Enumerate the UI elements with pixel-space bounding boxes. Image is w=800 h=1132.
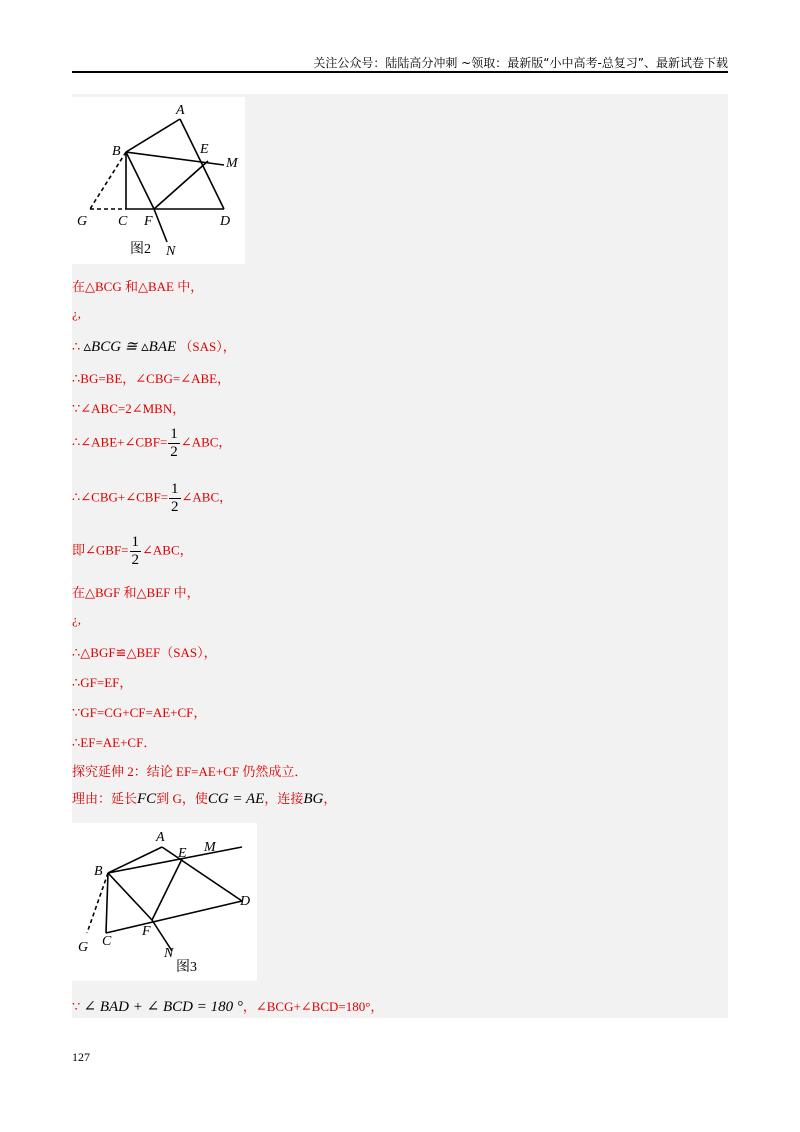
fig3-label-a: A	[156, 830, 165, 845]
because-symbol: ∵	[72, 999, 81, 1014]
fig3-label-b: B	[94, 864, 103, 879]
fig3-segment-bc	[106, 873, 108, 933]
text-line-3	[72, 336, 236, 356]
line-16-text-c: ，连接	[264, 791, 304, 806]
fig3-label-d: D	[240, 894, 251, 909]
page-number: 127	[72, 1050, 90, 1064]
fig2-label-e: E	[200, 142, 209, 157]
fig3-segment-fe	[152, 859, 182, 920]
fig3-caption: 图3	[176, 960, 197, 975]
fig2-label-a: A	[176, 103, 185, 118]
fig2-ray-bm	[126, 152, 224, 165]
fig2-label-d: D	[220, 214, 231, 229]
fig3-segment-cd	[106, 901, 242, 933]
line-7-text: ∴∠CBG+∠CBF=	[72, 489, 169, 505]
text-line-6	[72, 426, 231, 461]
figure-2	[72, 97, 245, 264]
line-16-text-b: 到 G，使	[156, 791, 208, 806]
text-line-16	[72, 788, 336, 808]
text-line-14: ∴EF=AE+CF．	[72, 735, 157, 750]
fig2-segment-ba	[126, 119, 180, 152]
line-17-tail: ，∠BCG+∠BCD=180°，	[242, 999, 384, 1014]
line-6-tail: ∠ABC，	[180, 434, 232, 450]
figure-2-diagram	[72, 97, 245, 264]
fig2-caption: 图2	[130, 242, 151, 257]
text-line-2: ¿,	[72, 306, 82, 321]
fig2-label-b: B	[112, 144, 121, 159]
line-8-tail: ∠ABC，	[142, 542, 193, 558]
text-line-4: ∴BG=BE，∠CBG=∠ABE，	[72, 371, 231, 386]
fig2-label-g: G	[77, 214, 88, 229]
text-line-1: 在△BCG 和△BAE 中，	[72, 279, 204, 294]
fig2-segment-fe	[154, 161, 208, 209]
text-line-8	[72, 534, 193, 569]
fig2-segment-bf	[126, 152, 154, 209]
text-line-15: 探究延伸 2：结论 EF=AE+CF 仍然成立．	[72, 764, 308, 779]
text-line-9: 在△BGF 和△BEF 中，	[72, 585, 200, 600]
line-8-text: 即∠GBF=	[72, 542, 129, 558]
fig3-segment-bg	[87, 873, 108, 933]
fig3-segment-ba	[108, 847, 162, 873]
fraction-one-half: $\frac{1}{2}$	[170, 426, 178, 460]
page-content	[72, 94, 728, 1018]
angle-sum-math: ∠ BAD + ∠ BCD = 180 °	[83, 999, 243, 1015]
fig2-label-c: C	[118, 214, 128, 229]
fraction-one-half: $\frac{1}{2}$	[171, 481, 179, 515]
fig2-segment-bg	[90, 152, 126, 209]
line-6-text: ∴∠ABE+∠CBF=	[72, 434, 168, 450]
fig3-ray-bm	[108, 847, 242, 873]
text-line-11: ∴△BGF≌△BEF（SAS），	[72, 645, 217, 660]
fig2-label-f: F	[144, 214, 153, 229]
fig3-label-m: M	[204, 840, 216, 855]
fig3-label-n: N	[164, 946, 174, 961]
text-line-17	[72, 996, 383, 1016]
fig3-label-g: G	[78, 940, 89, 955]
sas-note: （SAS），	[179, 339, 236, 354]
line-16-text-d: ，	[323, 791, 337, 806]
header-rule	[72, 71, 728, 73]
fig2-ray-fn	[154, 209, 167, 242]
text-line-12: ∴GF=EF，	[72, 675, 133, 690]
text-line-10: ¿,	[72, 612, 82, 627]
congruence-math: ▵BCG ≅ ▵BAE	[83, 339, 177, 355]
fig2-label-m: M	[226, 156, 238, 171]
math-cg-eq-ae: CG = AE	[207, 791, 265, 807]
fig3-label-e: E	[178, 846, 187, 861]
fig3-label-c: C	[102, 934, 112, 949]
line-16-text-a: 理由：延长	[72, 791, 138, 806]
math-fc: FC	[137, 791, 157, 807]
therefore-symbol: ∴	[72, 339, 81, 354]
fig3-label-f: F	[142, 924, 151, 939]
figure-3	[72, 823, 257, 981]
math-bg: BG	[303, 791, 324, 807]
figure-3-diagram	[72, 823, 257, 981]
line-7-tail: ∠ABC，	[181, 489, 233, 505]
fig2-label-n: N	[166, 244, 176, 259]
page-header: 关注公众号：陆陆高分冲刺 ~领取：最新版“小中高考-总复习”、最新试卷下载	[313, 56, 728, 70]
fraction-one-half: $\frac{1}{2}$	[131, 534, 140, 568]
text-line-7	[72, 481, 232, 516]
fig3-segment-bf	[108, 873, 152, 920]
text-line-5: ∵∠ABC=2∠MBN，	[72, 401, 186, 416]
text-line-13: ∵GF=CG+CF=AE+CF，	[72, 705, 207, 720]
